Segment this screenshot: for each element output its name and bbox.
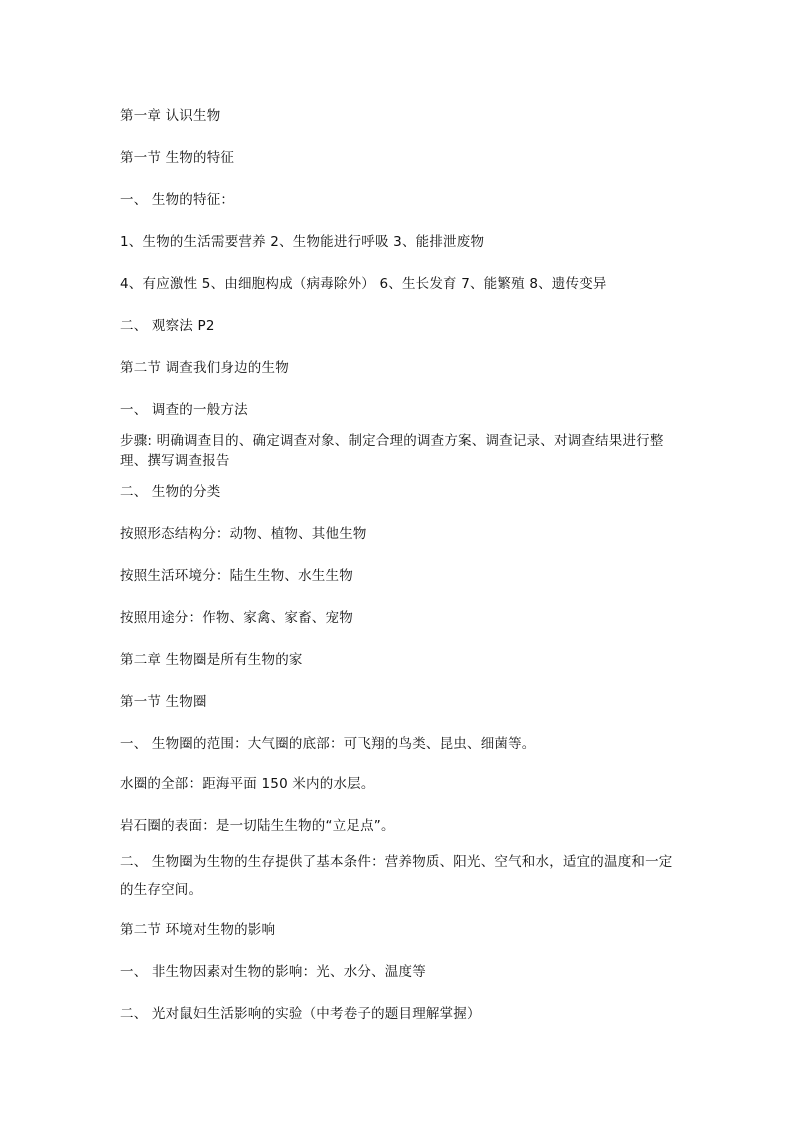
text-line: 4、有应激性 5、由细胞构成（病毒除外） 6、生长发育 7、能繁殖 8、遗传变异 [120,276,607,292]
heading-survey-method: 一、 调查的一般方法 [120,402,248,418]
section-1-title: 第一节 生物的特征 [120,150,235,166]
heading-observation: 二、 观察法 P2 [120,318,215,334]
heading-characteristics: 一、 生物的特征： [120,192,235,208]
survey-steps-paragraph: 步骤: 明确调查目的、确定调查对象、制定合理的调查方案、调查记录、对调查结果进行整理、撰写调查报告 [120,433,664,469]
text-line: 按照形态结构分：动物、植物、其他生物 [120,526,367,542]
section-1-title: 第一节 生物圈 [120,694,207,710]
text-line: 一、 生物圈的范围：大气圈的底部：可飞翔的鸟类、昆虫、细菌等。 [120,736,536,752]
text-line: 按照生活环境分：陆生生物、水生生物 [120,568,353,584]
text-line: 按照用途分：作物、家禽、家畜、宠物 [120,610,353,626]
heading-classification: 二、 生物的分类 [120,484,221,500]
text-line: 二、 光对鼠妇生活影响的实验（中考卷子的题目理解掌握） [120,1006,481,1022]
chapter-2-title: 第二章 生物圈是所有生物的家 [120,652,303,668]
section-2-title: 第二节 调查我们身边的生物 [120,360,289,376]
chapter-1-title: 第一章 认识生物 [120,108,221,124]
section-2-title: 第二节 环境对生物的影响 [120,922,276,938]
text-line: 岩石圈的表面：是一切陆生生物的“立足点”。 [120,818,395,834]
text-line: 一、 非生物因素对生物的影响：光、水分、温度等 [120,964,426,980]
text-line: 1、生物的生活需要营养 2、生物能进行呼吸 3、能排泄废物 [120,234,485,250]
biosphere-conditions-paragraph: 二、 生物圈为生物的生存提供了基本条件：营养物质、阳光、空气和水，适宜的温度和一定的生存空间。 [120,854,673,898]
text-line: 水圈的全部：距海平面 150 米内的水层。 [120,776,375,792]
